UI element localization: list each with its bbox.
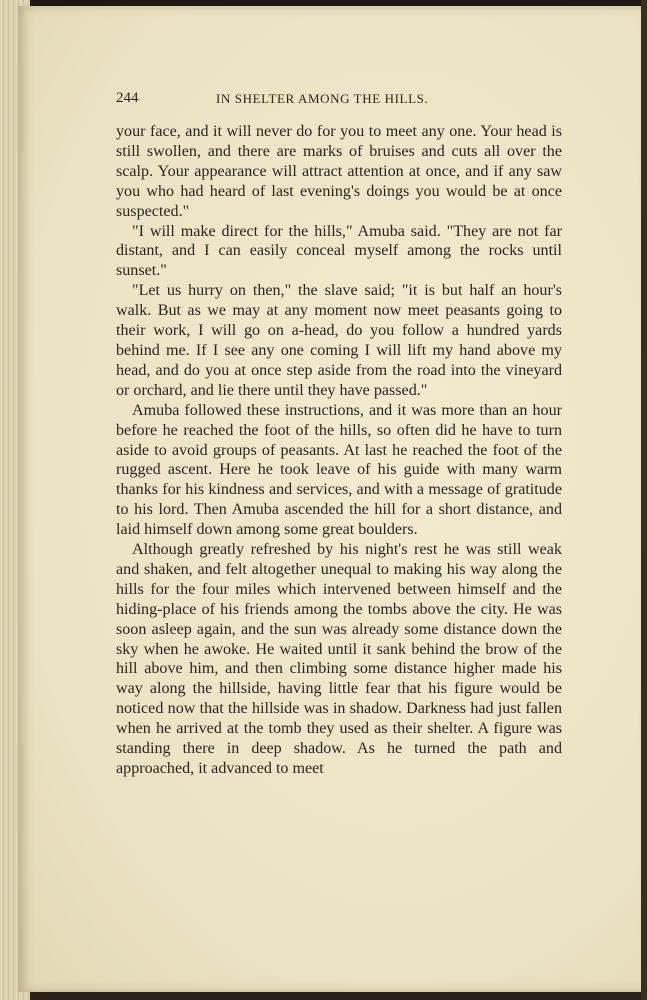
- page-number: 244: [116, 90, 139, 106]
- paragraph: Amuba followed these instructions, and it was more than an hour before he reached the foot of the hills, so often did he have to turn aside to avoid groups of peasants. At last he reached the foot of the rugged ascent. Here he took leave of his guide with many warm thanks for his kindness and services, and with a message of gratitude to his lord. Then Amuba ascended the hill for a short distance, and laid himself down among some great boulders.: [116, 401, 562, 539]
- scan-right-border: [641, 0, 647, 1000]
- paragraph: "I will make direct for the hills," Amuba said. "They are not far distant, and I can easily conceal myself among the rocks until sunset.": [116, 222, 562, 280]
- body-text: [116, 122, 562, 779]
- paragraph: Although greatly refreshed by his night's rest he was still weak and shaken, and felt altogether unequal to making his way along the hills for the four miles which intervened between himself and the hiding-place of his friends among the tombs above the city. He was soon asleep again, and the sun was already some distance down the sky when he awoke. He waited until it sank behind the brow of the hill above him, and then climbing some distance higher made his way along the hillside, having little fear that his figure would be noticed now that the hillside was in shadow. Darkness had just fallen when he arrived at the tomb they used as their shelter. A figure was standing there in deep shadow. As he turned the path and approached, it advanced to meet: [116, 541, 562, 777]
- paragraph: "Let us hurry on then," the slave said; "it is but half an hour's walk. But as we may at any moment now meet peasants going to their work, I will go on a-head, do you follow a hundred yards behind me. If I see any one coming I will lift my hand above my head, and do you at once step aside from the road into the vineyard or orchard, and lie there until they have passed.": [116, 282, 562, 399]
- paragraph: your face, and it will never do for you to meet any one. Your head is still swollen, and there are marks of bruises and cuts all over the scalp. Your appearance will attract attention at once, and if any saw you who had heard of last evening's doings you would be at once suspected.": [116, 123, 562, 220]
- page-header: [116, 90, 562, 110]
- running-title: IN SHELTER AMONG THE HILLS.: [216, 91, 429, 106]
